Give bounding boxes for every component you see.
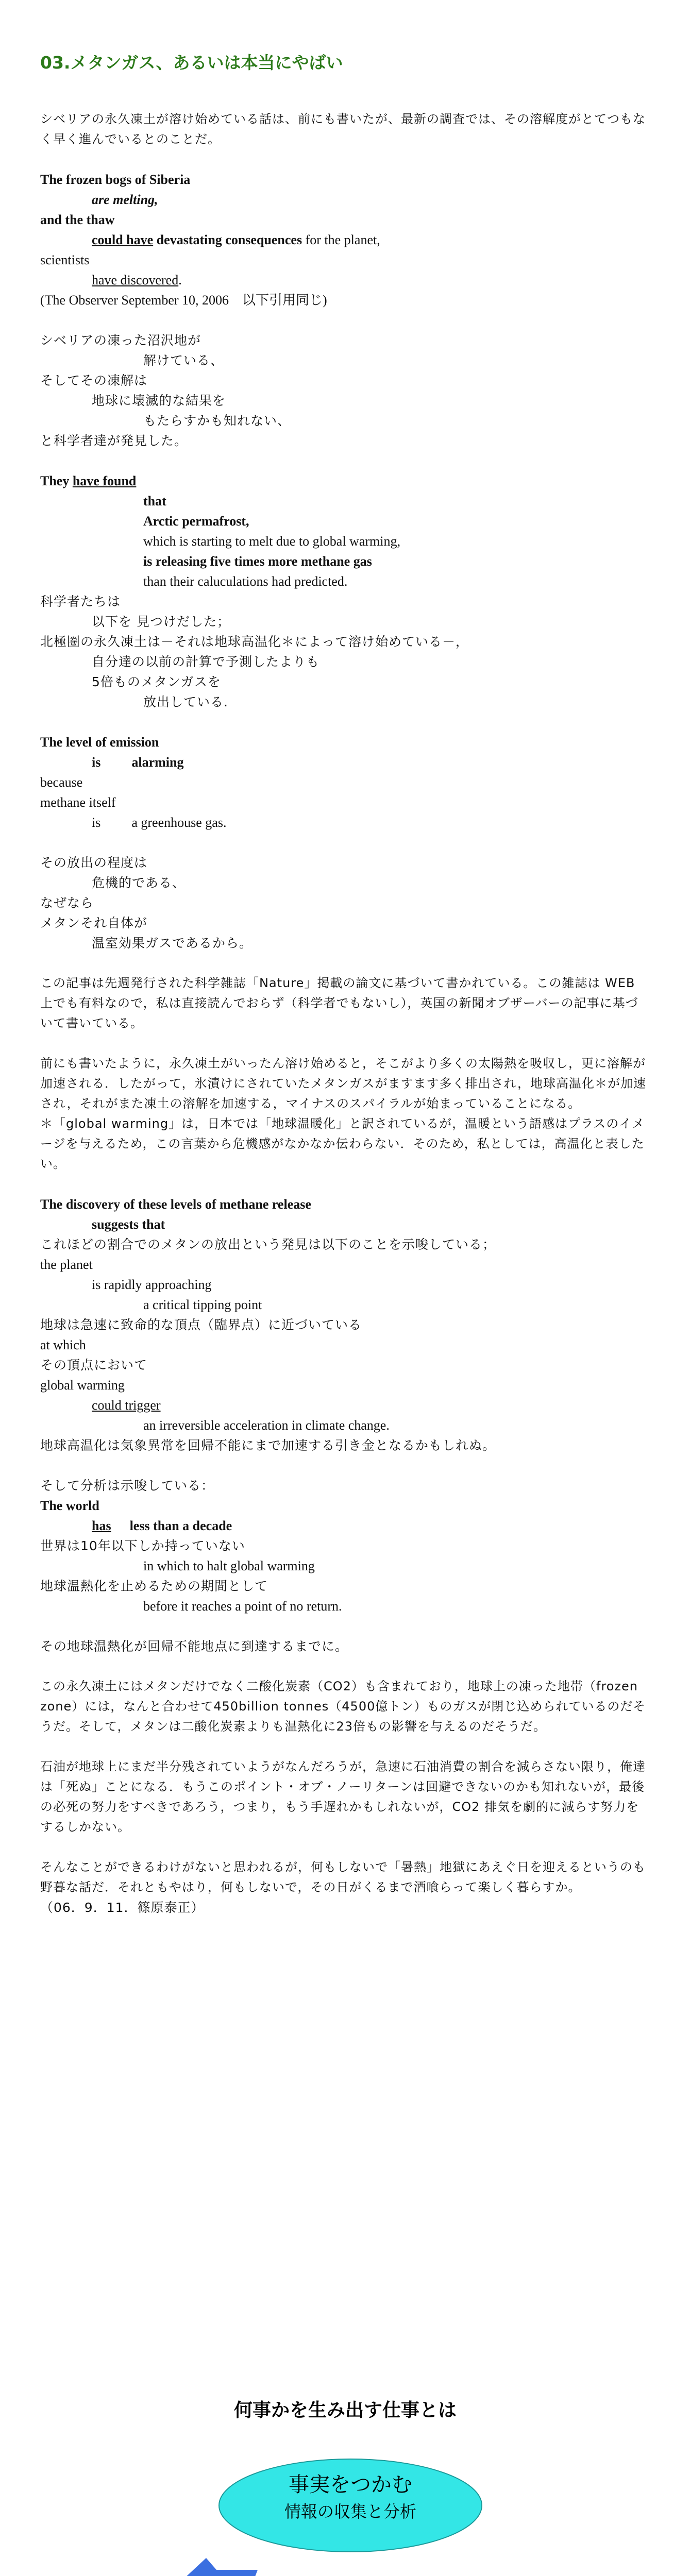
b3-line3: because: [40, 775, 83, 790]
work-cycle-diagram: [36, 2287, 654, 2576]
b2-line2: that: [143, 494, 166, 509]
b4-line12: an irreversible acceleration in climate change.: [143, 1418, 390, 1433]
b5-line6: 地球温熱化を止めるための期間として: [40, 1579, 268, 1594]
b5-line2: The world: [40, 1498, 99, 1513]
b1-period: .: [178, 273, 182, 287]
b3-alarming: alarming: [131, 755, 184, 770]
paragraph-nature: この記事は先週発行された科学雑誌「Nature」掲載の論文に基づいて書かれている。この雑誌は WEB 上でも有料なので，私は直接読んでおらず（科学者でもないし），英国の新聞オブザーバーの記事に基づいて書いている。: [40, 976, 638, 1030]
b1-line1: The frozen bogs of Siberia: [40, 172, 191, 187]
b3jp-line2: 危機的である、: [92, 875, 186, 890]
b5-decade: less than a decade: [129, 1518, 232, 1533]
b4-line10: global warming: [40, 1378, 125, 1393]
diagram-graphic: [36, 2287, 654, 2576]
b2jp-line3: 北極圏の永久凍土は－それは地球高温化＊によって溶け始めている－，: [40, 634, 469, 649]
paragraph-footnote: ＊「global warming」は，日本では「地球温暖化」と訳されているが，温暖という語感はプラスのイメージを与えるため，この言葉から危機感がなかなか伝わらない．そのため，私としては，高温化と表したい。: [40, 1116, 645, 1171]
b1-line2: are melting,: [92, 192, 158, 207]
arrow-top-to-left: [167, 2558, 258, 2576]
b1jp-line4: 地球に壊滅的な結果を: [92, 393, 226, 408]
b1-line3: and the thaw: [40, 212, 115, 227]
b3-is2: is: [92, 815, 101, 830]
b1-line4: [40, 230, 648, 250]
node-top-text: [219, 2470, 482, 2524]
b3jp-line4: メタンそれ自体が: [40, 916, 148, 930]
b5-line7: before it reaches a point of no return.: [143, 1599, 342, 1614]
b4-line5: is rapidly approaching: [92, 1277, 212, 1292]
b2-line4: which is starting to melt due to global warming,: [143, 534, 400, 549]
article-body: [40, 109, 648, 1918]
b1-line5: scientists: [40, 252, 90, 267]
b1-have-discovered: have discovered: [92, 273, 179, 287]
b4-line2: suggests that: [92, 1217, 165, 1232]
b1-devastating: devastating consequences: [153, 232, 302, 247]
b3-line5: [40, 812, 648, 833]
b4-line1: The discovery of these levels of methane release: [40, 1197, 311, 1212]
b2-have-found: have found: [72, 473, 137, 488]
signature: （06．9．11．篠原泰正）: [40, 1900, 205, 1915]
b1jp-line6: と科学者達が発見した。: [40, 433, 188, 448]
b1jp-line5: もたらすかも知れない、: [143, 413, 291, 428]
b2jp-line2: 以下を 見つけだした；: [92, 614, 230, 629]
b3-is: is: [92, 755, 101, 770]
b4-line8: at which: [40, 1337, 86, 1352]
b1-line6: [40, 270, 648, 290]
b5-line1: そして分析は示唆している：: [40, 1478, 215, 1493]
b4-line9: その頂点において: [40, 1358, 148, 1372]
paragraph-frozen-zone: この永久凍土にはメタンだけでなく二酸化炭素（CO2）も含まれており，地球上の凍った地帯（frozen zone）には，なんと合わせて450billion tonnes（4500億トン）ものガスが閉じ込められているのだそうだ。そして，メタンは二酸化炭素よりも温熱化に23倍もの影響を与えるのだそうだ。: [40, 1679, 646, 1734]
b5-line5: in which to halt global warming: [143, 1558, 315, 1573]
b2jp-line1: 科学者たちは: [40, 594, 121, 609]
b3jp-line3: なぜなら: [40, 895, 94, 910]
page-title: 03.メタンガス、あるいは本当にやばい: [40, 53, 343, 73]
intro-paragraph: シベリアの永久凍土が溶け始めている話は、前にも書いたが、最新の調査では、その溶解度がとてつもなく早く進んでいるとのことだ。: [40, 112, 646, 146]
b3-greenhouse: a greenhouse gas.: [131, 815, 227, 830]
b2-line1: [40, 471, 648, 491]
b3-line4: methane itself: [40, 795, 116, 810]
b5-line8: その地球温熱化が回帰不能地点に到達するまでに。: [40, 1639, 349, 1654]
b3-line1: The level of emission: [40, 735, 159, 750]
b2-line5: is releasing five times more methane gas: [143, 554, 372, 569]
b3-line2: [40, 752, 648, 772]
b2jp-line4: 自分達の以前の計算で予測したよりも: [92, 654, 320, 669]
b5-line4: 世界は10年以下しか持っていない: [40, 1538, 245, 1553]
paragraph-closing: そんなことができるわけがないと思われるが，何もしないで「暑熱」地獄にあえぐ日を迎えるというのも野暮な話だ．それともやはり，何もしないで，その日がくるまで酒喰らって楽しく暮らすか。: [40, 1860, 646, 1894]
b4-line13: 地球高温化は気象異常を回帰不能にまで加速する引き金となるかもしれぬ。: [40, 1438, 496, 1453]
node-top-title: 事実をつかむ: [289, 2473, 412, 2497]
b3jp-line1: その放出の程度は: [40, 855, 148, 870]
b2-they: They: [40, 473, 73, 488]
paragraph-spiral: 前にも書いたように，永久凍土がいったん溶け始めると，そこがより多くの太陽熱を吸収し，更に溶解が加速される．したがって，氷漬けにされていたメタンガスがますます多く排出され，地球高温化＊が加速され，それがまた凍土の溶解を加速する，マイナスのスパイラルが始まっていることになる。: [40, 1056, 646, 1111]
b5-has: has: [92, 1518, 111, 1533]
b4-line3: これほどの割合でのメタンの放出という発見は以下のことを示唆している；: [40, 1237, 496, 1252]
b4-line11: could trigger: [92, 1398, 161, 1413]
b3jp-line5: 温室効果ガスであるから。: [92, 936, 253, 951]
b1jp-line1: シベリアの凍った沼沢地が: [40, 333, 201, 348]
paragraph-oil: 石油が地球上にまだ半分残されていようがなんだろうが，急速に石油消費の割合を減らさない限り，俺達は「死ぬ」ことになる．もうこのポイント・オブ・ノーリターンは回避できないのかも知れないが，最後の必死の努力をすべきであろう，つまり，もう手遅れかもしれないが，CO2 排気を劇的に減らす努力をするしかない。: [40, 1759, 646, 1834]
b2jp-line5: 5倍ものメタンガスを: [92, 674, 221, 689]
b1-could-have: could have: [92, 232, 154, 247]
b4-line7: 地球は急速に致命的な頂点（臨界点）に近づいている: [40, 1317, 362, 1332]
node-top-subtitle: 情報の収集と分析: [284, 2502, 416, 2521]
b5-line3: [40, 1516, 648, 1536]
diagram-title: 何事かを生み出す仕事とは: [233, 2400, 457, 2421]
b2jp-line6: 放出している.: [143, 694, 228, 709]
b1jp-line2: 解けている、: [143, 353, 224, 368]
b2-line6: than their caluculations had predicted.: [143, 574, 348, 589]
b1jp-line3: そしてその凍解は: [40, 373, 148, 388]
citation: (The Observer September 10, 2006 以下引用同じ): [40, 293, 327, 308]
b1-for-planet: for the planet,: [302, 232, 380, 247]
b2-line3: Arctic permafrost,: [143, 514, 249, 529]
b4-line4: the planet: [40, 1257, 93, 1272]
b4-line6: a critical tipping point: [143, 1297, 262, 1312]
